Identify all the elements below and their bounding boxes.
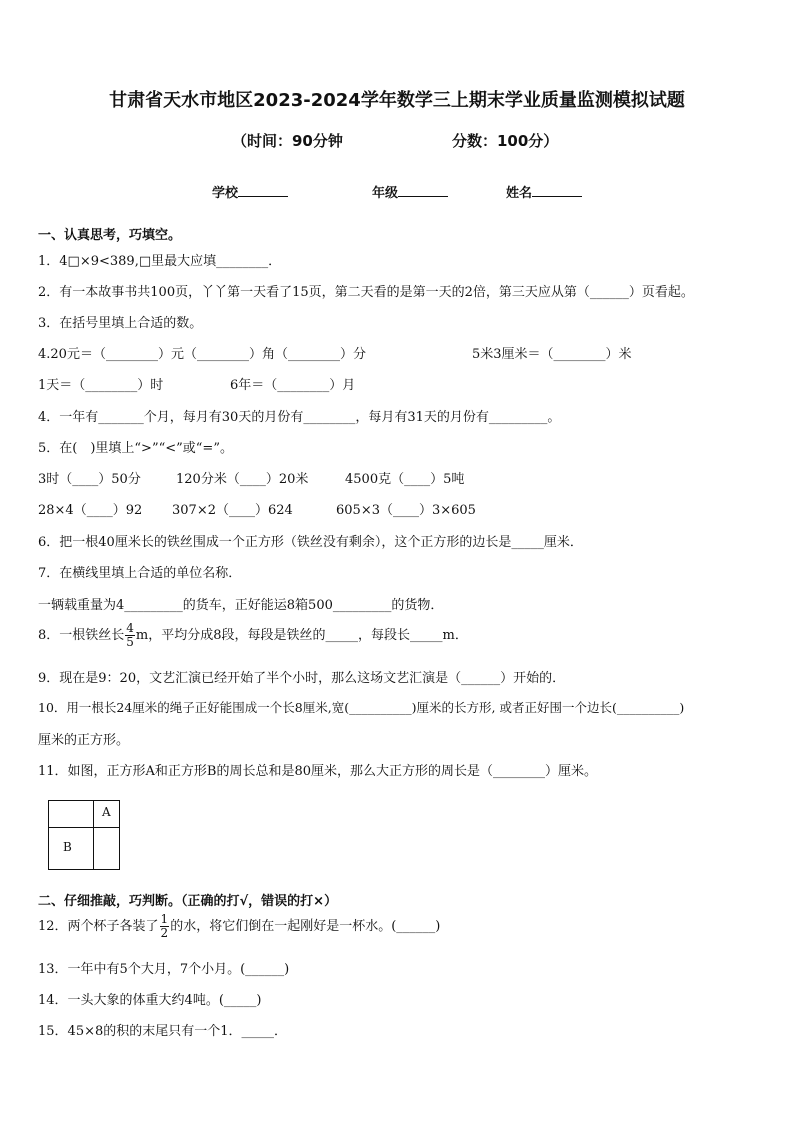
question-11: 11．如图，正方形A和正方形B的周长总和是80厘米，那么大正方形的周长是（________）厘米。 <box>38 764 598 779</box>
question-5d: 28×4（____）92 <box>38 503 143 518</box>
square-figure <box>48 800 120 870</box>
question-9: 9．现在是9：20，文艺汇演已经开始了半个小时，那么这场文艺汇演是（______）开始的． <box>38 671 566 686</box>
square-b-label: B <box>63 840 72 854</box>
question-5b: 120分米（____）20米 <box>176 472 309 487</box>
figure-divider-horizontal <box>49 827 119 828</box>
question-5c: 4500克（____）5吨 <box>345 472 465 487</box>
exam-title: 甘肃省天水市地区2023-2024学年数学三上期末学业质量监测模拟试题 <box>109 90 685 111</box>
question-10: 10．用一根长24厘米的绳子正好能围成一个长8厘米,宽(__________)厘米的长方形, 或者正好围一个边长(__________) <box>38 700 685 715</box>
question-5e: 307×2（____）624 <box>172 503 293 518</box>
question-2: 2．有一本故事书共100页，丫丫第一天看了15页，第二天看的是第一天的2倍，第三天应从第（______）页看起。 <box>38 285 694 300</box>
question-7a: 一辆载重量为4_________的货车，正好能运8箱500_________的货物． <box>38 598 444 613</box>
question-8-suffix: m，平均分成8段，每段是铁丝的_____，每段长_____m． <box>135 628 468 643</box>
square-a-label: A <box>102 805 111 819</box>
school-label: 学校 <box>212 186 239 201</box>
question-8-prefix: 8．一根铁丝长 <box>38 628 125 643</box>
fraction-numerator: 1 <box>160 912 169 926</box>
section-2-heading: 二、仔细推敲，巧判断。（正确的打√，错误的打×） <box>38 894 338 909</box>
grade-blank <box>398 182 448 197</box>
school-field <box>212 182 288 201</box>
question-7: 7．在横线里填上合适的单位名称． <box>38 566 242 581</box>
question-12-prefix: 12．两个杯子各装了 <box>38 919 159 934</box>
fraction-one-half <box>160 913 170 940</box>
question-10-continued: 厘米的正方形。 <box>38 733 130 748</box>
fraction-denominator: 2 <box>160 926 169 940</box>
name-blank <box>532 182 582 197</box>
figure-divider-vertical <box>93 801 94 869</box>
name-field <box>506 182 582 201</box>
exam-score: 分数：100分） <box>452 132 559 150</box>
grade-label: 年级 <box>372 186 399 201</box>
question-12-suffix: 的水，将它们倒在一起刚好是一杯水。(______) <box>170 919 441 934</box>
question-12 <box>38 913 440 940</box>
name-label: 姓名 <box>506 186 533 201</box>
question-5: 5．在( )里填上“>”“<”或“=”。 <box>38 441 233 456</box>
question-1: 1．4□×9<389,□里最大应填________． <box>38 254 282 269</box>
question-5f: 605×3（____）3×605 <box>336 503 476 518</box>
exam-time: （时间：90分钟 <box>232 132 343 150</box>
question-15: 15．45×8的积的末尾只有一个1．_____． <box>38 1024 288 1039</box>
question-3a: 4.20元＝（________）元（________）角（________）分 <box>38 347 366 362</box>
question-6: 6．把一根40厘米长的铁丝围成一个正方形（铁丝没有剩余），这个正方形的边长是_____厘米． <box>38 535 583 550</box>
section-1-heading: 一、认真思考，巧填空。 <box>38 228 182 243</box>
question-3: 3．在括号里填上合适的数。 <box>38 316 203 331</box>
school-blank <box>238 182 288 197</box>
question-13: 13．一年中有5个大月，7个小月。(______) <box>38 962 290 977</box>
question-14: 14．一头大象的体重大约4吨。(_____) <box>38 993 262 1008</box>
question-3b: 5米3厘米＝（________）米 <box>472 347 632 362</box>
fraction-numerator: 4 <box>126 621 134 635</box>
question-3d: 6年＝（________）月 <box>230 378 356 393</box>
question-4: 4．一年有_______个月，每月有30天的月份有________，每月有31天的月份有_________。 <box>38 410 561 425</box>
grade-field <box>372 182 448 201</box>
fraction-denominator: 5 <box>126 635 134 649</box>
question-3c: 1天＝（________）时 <box>38 378 164 393</box>
fraction-four-fifths <box>125 622 135 649</box>
question-5a: 3时（____）50分 <box>38 472 141 487</box>
question-8 <box>38 622 468 649</box>
